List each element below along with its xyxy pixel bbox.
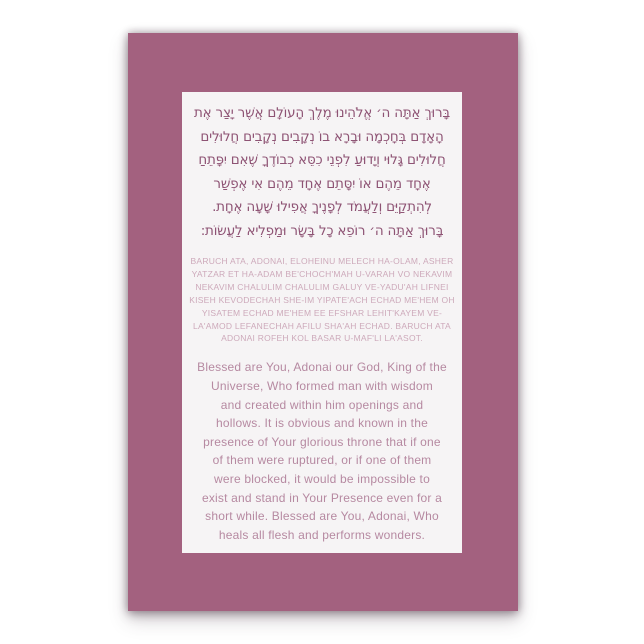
english-line: heals all flesh and performs wonders.	[218, 527, 426, 542]
transliteration-line: BARUCH ATA, ADONAI, ELOHEINU MELECH HA-OLAM, ASHER	[190, 256, 454, 266]
transliteration-line: ADONAI ROFEH KOL BASAR U-MAF'LI LA'ASOT.	[221, 333, 423, 344]
transliteration-line: YATZAR ET HA-ADAM BE'CHOCH'MAH U-VARAH VO NEKAVIM	[191, 268, 453, 279]
hebrew-line: בָּרוּךְ אַתָּה ה׳ אֱלֹהֵינוּ מֶלֶךְ הָעוֹלָם אֲשֶׁר יָצַר אֶת	[193, 105, 451, 121]
hebrew-line: אֶחָד מֵהֶם אוֹ יִסָּתֵם אֶחָד מֵהֶם אִי אֶפְשַׁר	[213, 175, 431, 192]
english-line: Blessed are You, Adonai our God, King of the	[197, 360, 447, 375]
hebrew-line: חֲלוּלִים גָּלוּי וְיָדוּעַ לִפְנֵי כִסֵּא כְבוֹדֶךָ שֶׁאִם יִפָּתֵחַ	[198, 152, 446, 168]
transliteration-line: YISATEM ECHAD ME'HEM EE EFSHAR LEHIT'KAYEM VE-	[201, 307, 443, 318]
english-translation-block	[186, 358, 458, 544]
transliteration-line: NEKAVIM CHALULIM CHALULIM GALUY VE-YADU'AH LIFNEI	[195, 281, 449, 292]
english-line: and created within him openings and	[220, 397, 424, 412]
transliteration-line: LA'AMOD LEFANECHAH AFILU SHA'AH ECHAD. BARUCH ATA	[193, 320, 451, 331]
hebrew-prayer-block	[186, 102, 458, 243]
hebrew-line: לְהִתְקַיֵּם וְלַעֲמֹד לְפָנֶיךָ אֲפִילוּ שָׁעָה אֶחָת.	[212, 199, 432, 215]
transliteration-block	[186, 255, 458, 345]
english-line: presence of Your glorious throne that if one	[203, 434, 441, 449]
hebrew-line: בָּרוּךְ אַתָּה ה׳ רוֹפֵא כָל בָּשָׂר וּמַפְלִיא לַעֲשׂוֹת:	[200, 222, 444, 239]
hebrew-line: הָאָדָם בְּחָכְמָה וּבָרָא בוֹ נְקָבִים נְקָבִים חֲלוּלִים	[200, 128, 444, 145]
prayer-poster	[128, 33, 518, 611]
english-line: Universe, Who formed man with wisdom	[211, 378, 433, 393]
english-line: exist and stand in Your Presence even for a	[201, 490, 443, 505]
english-line: hollows. It is obvious and known in the	[216, 416, 428, 431]
text-panel	[182, 92, 462, 553]
english-line: were blocked, it would be impossible to	[214, 471, 430, 486]
english-line: short while. Blessed are You, Adonai, Who	[205, 509, 439, 524]
english-line: of them were ruptured, or if one of them	[212, 453, 432, 468]
transliteration-line: KISEH KEVODECHAH SHE-IM YIPATE'ACH ECHAD ME'HEM OH	[189, 294, 455, 305]
